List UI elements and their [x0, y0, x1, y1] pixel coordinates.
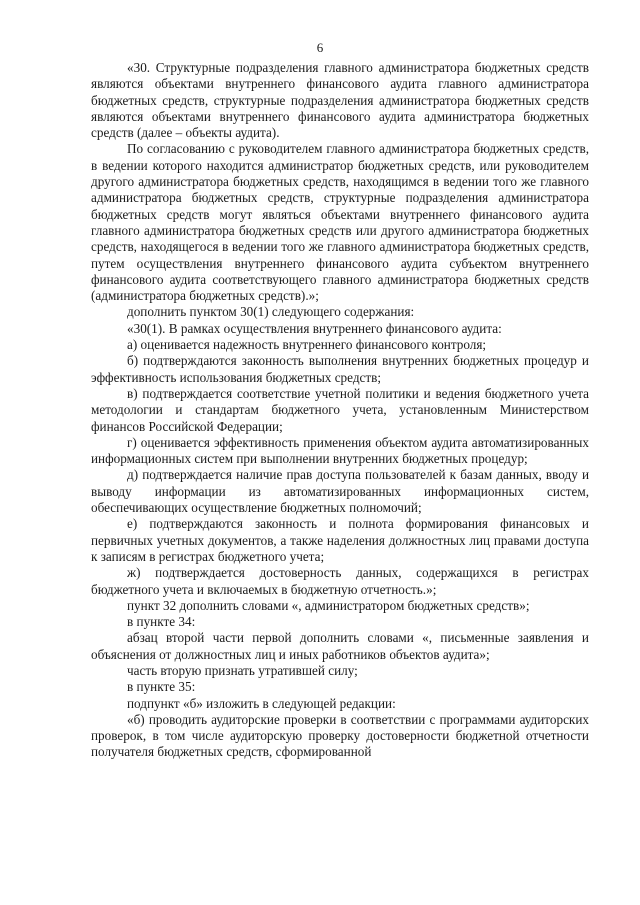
list-item-d: д) подтверждается наличие прав доступа пользователей к базам данных, вводу и выводу информации из автоматизированных информационных систем, обеспечивающих осуществление бюджетных полномочий; — [91, 467, 589, 516]
list-item-v: в) подтверждается соответствие учетной политики и ведения бюджетного учета методологии и стандартам бюджетного учета, установленным Министерством финансов Российской Федерации; — [91, 385, 589, 434]
paragraph-30: «30. Структурные подразделения главного администратора бюджетных средств являются объектами внутреннего финансового аудита главного администратора бюджетных средств, структурные подразделения администратора бюджетных средств являются объектами внутреннего финансового аудита администратора бюджетных средств (далее – объекты аудита). — [91, 60, 589, 141]
paragraph-subpoint-b: подпункт «б» изложить в следующей редакции: — [127, 695, 396, 711]
list-item-zh: ж) подтверждается достоверность данных, содержащихся в регистрах бюджетного учета и включаемых в бюджетную отчетность.»; — [91, 565, 589, 597]
paragraph-agreement: По согласованию с руководителем главного администратора бюджетных средств, в ведении которого находится администратор бюджетных средств, или руководителем другого администратора бюджетных средств, находящимся в ведении того же главного администратора бюджетных средств, структурные подразделения администратора бюджетных средств могут являться объектами внутреннего финансового аудита главного администратора бюджетных средств или другого администратора бюджетных средств, находящегося в ведении того же главного администратора бюджетных средств, путем осуществления внутреннего финансового аудита субъектом внутреннего финансового аудита соответствующего главного администратора бюджетных средств (администратора бюджетных средств).»; — [91, 141, 589, 304]
list-item-a: а) оценивается надежность внутреннего финансового контроля; — [127, 337, 487, 353]
paragraph-point-35: в пункте 35: — [127, 679, 196, 695]
paragraph-b-text: «б) проводить аудиторские проверки в соответствии с программами аудиторских проверок, в том числе аудиторскую проверку достоверности бюджетной отчетности получателя бюджетных средств, сформированной — [91, 711, 589, 760]
document-body — [91, 60, 589, 761]
list-item-e: е) подтверждаются законность и полнота формирования финансовых и первичных учетных документов, а также наделения должностных лиц правами доступа к записям в регистрах бюджетного учета; — [91, 516, 589, 564]
list-item-g: г) оценивается эффективность применения объектом аудита автоматизированных информационных систем при выполнении внутренних бюджетных процедур; — [91, 434, 589, 467]
paragraph-part-two: часть вторую признать утратившей силу; — [127, 662, 358, 678]
paragraph-30-1-intro: «30(1). В рамках осуществления внутреннего финансового аудита: — [127, 320, 502, 336]
page-number: 6 — [316, 40, 324, 55]
paragraph-point-34: в пункте 34: — [127, 614, 196, 630]
paragraph-abzac-second: абзац второй части первой дополнить словами «, письменные заявления и объяснения от должностных лиц и иных работников объектов аудита»; — [91, 630, 589, 662]
paragraph-point-32: пункт 32 дополнить словами «, администратором бюджетных средств»; — [127, 597, 530, 613]
list-item-b: б) подтверждаются законность выполнения внутренних бюджетных процедур и эффективность использования бюджетных средств; — [91, 353, 589, 385]
paragraph-add-30-1: дополнить пунктом 30(1) следующего содержания: — [127, 304, 415, 320]
